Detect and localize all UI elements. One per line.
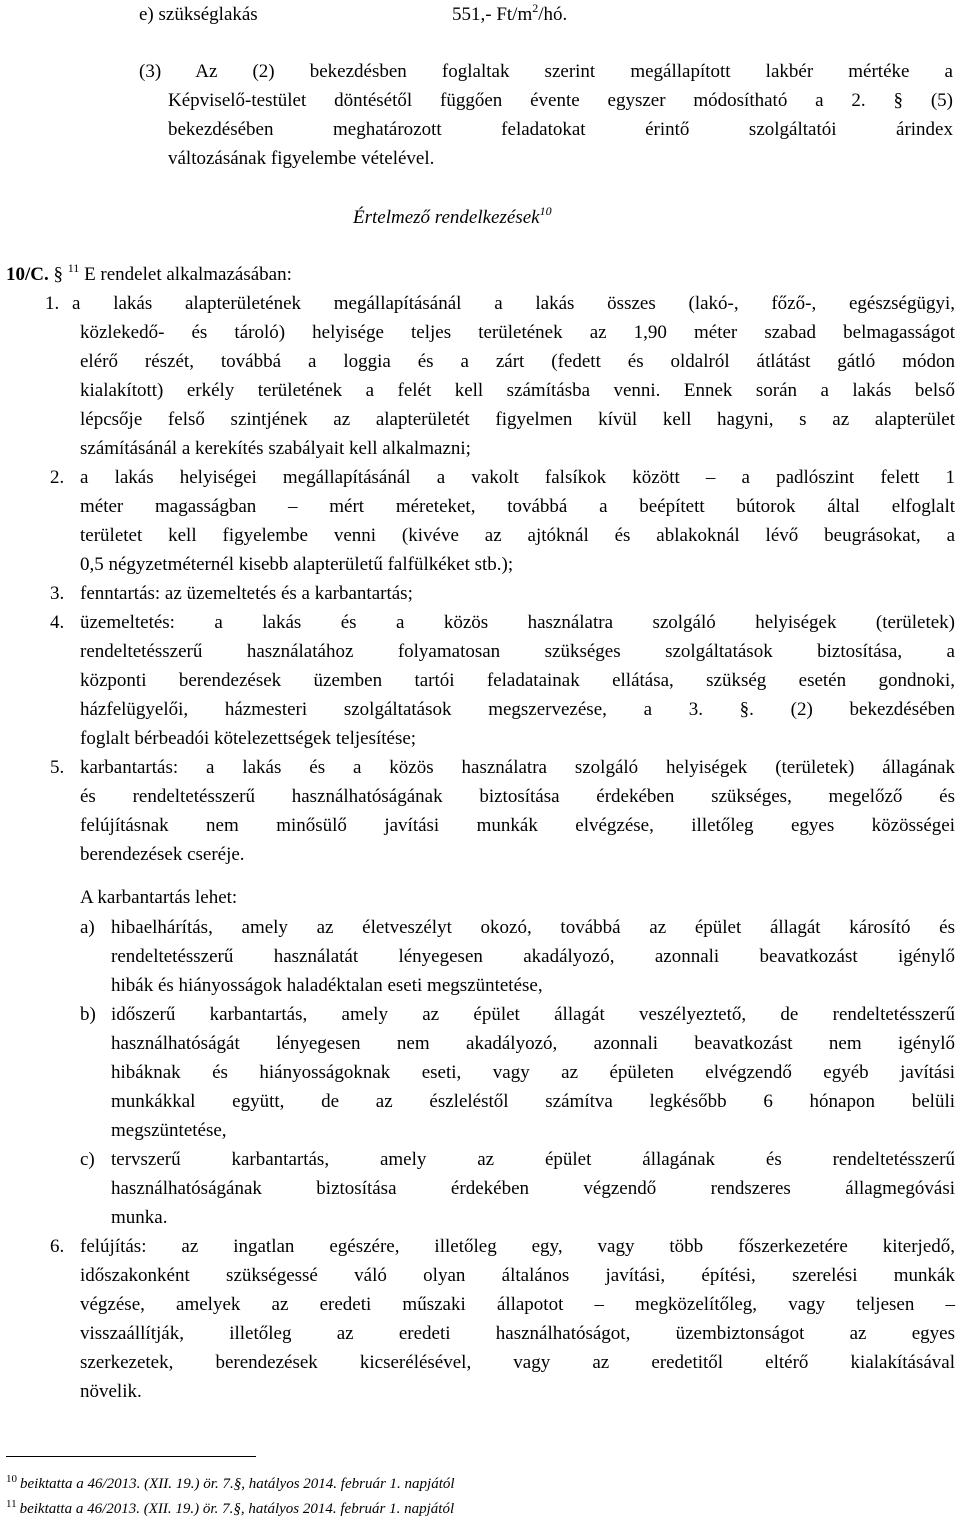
para3-line: változásának figyelembe vételével.: [168, 148, 435, 169]
item-line: felújítás: az ingatlan egészére, illetőleg egy, vagy több főszerkezetére kiterjedő,: [80, 1236, 955, 1257]
subitem-line: hibaelhárítás, amely az életveszélyt okozó, továbbá az épület állagát károsító és: [111, 917, 955, 938]
top-item-price: 551,- $Ft/m^2/hó$.: [452, 1, 568, 25]
item-number: 2.: [50, 467, 65, 488]
item-line: központi berendezések üzemben tartói feladatainak ellátása, szükség esetén gondnoki,: [80, 670, 955, 691]
item-line: végzése, amelyek az eredeti műszaki állapotot – megközelítőleg, vagy teljesen –: [80, 1294, 955, 1315]
footnote: $^{10}$ beiktatta a 46/2013. (XII. 19.) ör. 7.§, hatályos 2014. február 1. napjától: [6, 1473, 455, 1492]
subitem-line: rendeltetésszerű használatát lényegesen akadályozó, azonnali beavatkozást igénylő: [111, 946, 955, 967]
item-line: 0,5 négyzetméternél kisebb alapterületű falfülkéket stb.);: [80, 554, 514, 575]
subitem-line: használhatóságát lényegesen nem akadályozó, azonnali beavatkozást nem igénylő: [111, 1033, 955, 1054]
para3-line: bekezdésében meghatározott feladatokat érintő szolgáltatói árindex: [168, 119, 953, 140]
subitem-line: hibáknak és hiányosságoknak eseti, vagy az épületen elvégzendő egyéb javítási: [111, 1062, 955, 1083]
item-line: területet kell figyelembe venni (kivéve az ajtóknál és ablakoknál lévő beugrásokat, a: [80, 525, 955, 546]
footnote-divider: [6, 1456, 256, 1457]
item-line: és rendeltetésszerű használhatóságának biztosítása érdekében szükséges, megelőző és: [80, 786, 955, 807]
subitem-line: megszüntetése,: [111, 1120, 227, 1141]
section-title: 10/C. § $^{11}$ E rendelet alkalmazásában:: [6, 261, 292, 285]
item-line: méter magasságban – mért méreteket, továbbá a beépített bútorok által elfoglalt: [80, 496, 955, 517]
item-number: 3.: [50, 583, 65, 604]
subitem-label: c): [80, 1149, 95, 1170]
para3-line: Képviselő-testület döntésétől függően évente egyszer módosítható a 2. § (5): [168, 90, 953, 111]
subitem-label: b): [80, 1004, 96, 1025]
item-line: számításánál a kerekítés szabályait kell alkalmazni;: [80, 438, 471, 459]
item-line: üzemeltetés: a lakás és a közös használatra szolgáló helyiségek (területek): [80, 612, 955, 633]
para3-line: (3) Az (2) bekezdésben foglaltak szerint megállapított lakbér mértéke a: [139, 61, 953, 82]
item-line: növelik.: [80, 1381, 142, 1402]
item-line: elérő részét, továbbá a loggia és a zárt (fedett és oldalról átlátást gátló módon: [80, 351, 955, 372]
karbantartas-intro: A karbantartás lehet:: [80, 887, 238, 908]
item-line: a lakás helyiségei megállapításánál a vakolt falsíkok között – a padlószint felett 1: [80, 467, 955, 488]
subitem-line: használhatóságának biztosítása érdekében végzendő rendszeres állagmegóvási: [111, 1178, 955, 1199]
subitem-line: hibák és hiányosságok haladéktalan eseti megszüntetése,: [111, 975, 543, 996]
section-heading: Értelmező rendelkezések$^{10}$: [353, 204, 552, 228]
item-line: felújításnak nem minősülő javítási munkák elvégzése, illetőleg egyes közösségei: [80, 815, 955, 836]
item-line: szerkezetek, berendezések kicserélésével, vagy az eredetitől eltérő kialakításával: [80, 1352, 955, 1373]
item-line: lépcsője felső szintjének az alapterületét figyelmen kívül kell hagyni, s az alapterület: [80, 409, 955, 430]
item-line: fenntartás: az üzemeltetés és a karbantartás;: [80, 583, 413, 604]
item-line: berendezések cseréje.: [80, 844, 245, 865]
item-line: időszakonként szükségessé váló olyan általános javítási, építési, szerelési munkák: [80, 1265, 955, 1286]
item-line: rendeltetésszerű használatához folyamatosan szükséges szolgáltatások biztosítása, a: [80, 641, 955, 662]
subitem-line: tervszerű karbantartás, amely az épület állagának és rendeltetésszerű: [111, 1149, 955, 1170]
footnote: $^{11}$ beiktatta a 46/2013. (XII. 19.) ör. 7.§, hatályos 2014. február 1. napjától: [6, 1498, 455, 1517]
item-line: kialakított) erkély területének a felét kell számításba venni. Ennek során a lakás belső: [80, 380, 955, 401]
item-number: 6.: [50, 1236, 65, 1257]
item-number: 5.: [50, 757, 65, 778]
subitem-line: munkákkal együtt, de az észleléstől számítva legkésőbb 6 hónapon belüli: [111, 1091, 955, 1112]
subitem-line: munka.: [111, 1207, 168, 1228]
subitem-line: időszerű karbantartás, amely az épület állagát veszélyeztető, de rendeltetésszerű: [111, 1004, 955, 1025]
item-line: foglalt bérbeadói kötelezettségek teljesítése;: [80, 728, 417, 749]
top-item-label: e) szükséglakás: [139, 4, 258, 25]
item-line: közlekedő- és tároló) helyisége teljes területének az 1,90 méter szabad belmagasságot: [80, 322, 955, 343]
item-number: 4.: [50, 612, 65, 633]
item-number: 1.: [45, 293, 60, 314]
subitem-label: a): [80, 917, 95, 938]
item-line: házfelügyelői, házmesteri szolgáltatások megszervezése, a 3. §. (2) bekezdésében: [80, 699, 955, 720]
item-line: karbantartás: a lakás és a közös használatra szolgáló helyiségek (területek) állagának: [80, 757, 955, 778]
item-line: a lakás alapterületének megállapításánál a lakás összes (lakó-, főző-, egészségügyi,: [72, 293, 955, 314]
item-line: visszaállítják, illetőleg az eredeti használhatóságot, üzembiztonságot az egyes: [80, 1323, 955, 1344]
